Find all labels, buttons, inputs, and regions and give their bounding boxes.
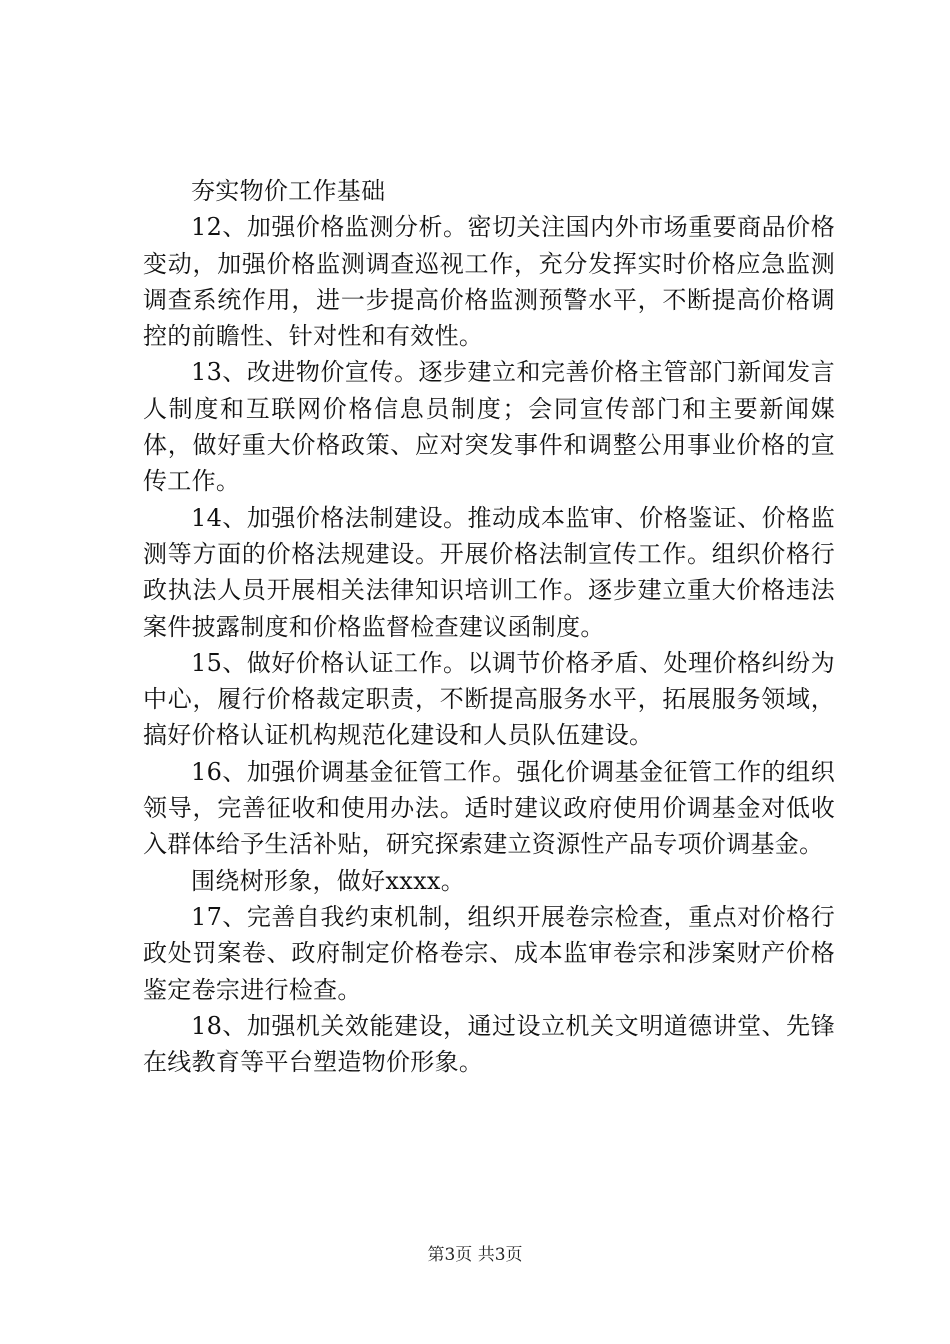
section-heading-paragraph: 夯实物价工作基础 — [191, 177, 386, 205]
section-heading-paragraph-2: 围绕树形象，做好xxxx。 — [191, 866, 466, 895]
paragraph-item-14: 14、加强价格法制建设。推动成本监审、价格鉴证、价格监测等方面的价格法规建设。开展价格法制宣传工作。组织价格行政执法人员开展相关法律知识培训工作。逐步建立重大价格违法案件披露制度和价格监督检查建议函制度。 — [143, 503, 835, 641]
paragraph-item-13: 13、改进物价宣传。逐步建立和完善价格主管部门新闻发言人制度和互联网价格信息员制度；会同宣传部门和主要新闻媒体，做好重大价格政策、应对突发事件和调整公用事业价格的宣传工作。 — [143, 358, 835, 496]
document-body — [143, 173, 835, 1080]
paragraph-item-15: 15、做好价格认证工作。以调节价格矛盾、处理价格纠纷为中心，履行价格裁定职责，不断提高服务水平，拓展服务领域，搞好价格认证机构规范化建设和人员队伍建设。 — [143, 648, 835, 750]
paragraph-item-17: 17、完善自我约束机制，组织开展卷宗检查，重点对价格行政处罚案卷、政府制定价格卷宗、成本监审卷宗和涉案财产价格鉴定卷宗进行检查。 — [143, 902, 835, 1004]
paragraph-item-16: 16、加强价调基金征管工作。强化价调基金征管工作的组织领导，完善征收和使用办法。适时建议政府使用价调基金对低收入群体给予生活补贴，研究探索建立资源性产品专项价调基金。 — [143, 757, 835, 859]
paragraph-item-12: 12、加强价格监测分析。密切关注国内外市场重要商品价格变动，加强价格监测调查巡视工作，充分发挥实时价格应急监测调查系统作用，进一步提高价格监测预警水平，不断提高价格调控的前瞻性、针对性和有效性。 — [143, 213, 835, 351]
page-number-footer: 第3页 共3页 — [427, 1245, 523, 1265]
paragraph-item-18: 18、加强机关效能建设，通过设立机关文明道德讲堂、先锋在线教育等平台塑造物价形象。 — [143, 1011, 835, 1077]
